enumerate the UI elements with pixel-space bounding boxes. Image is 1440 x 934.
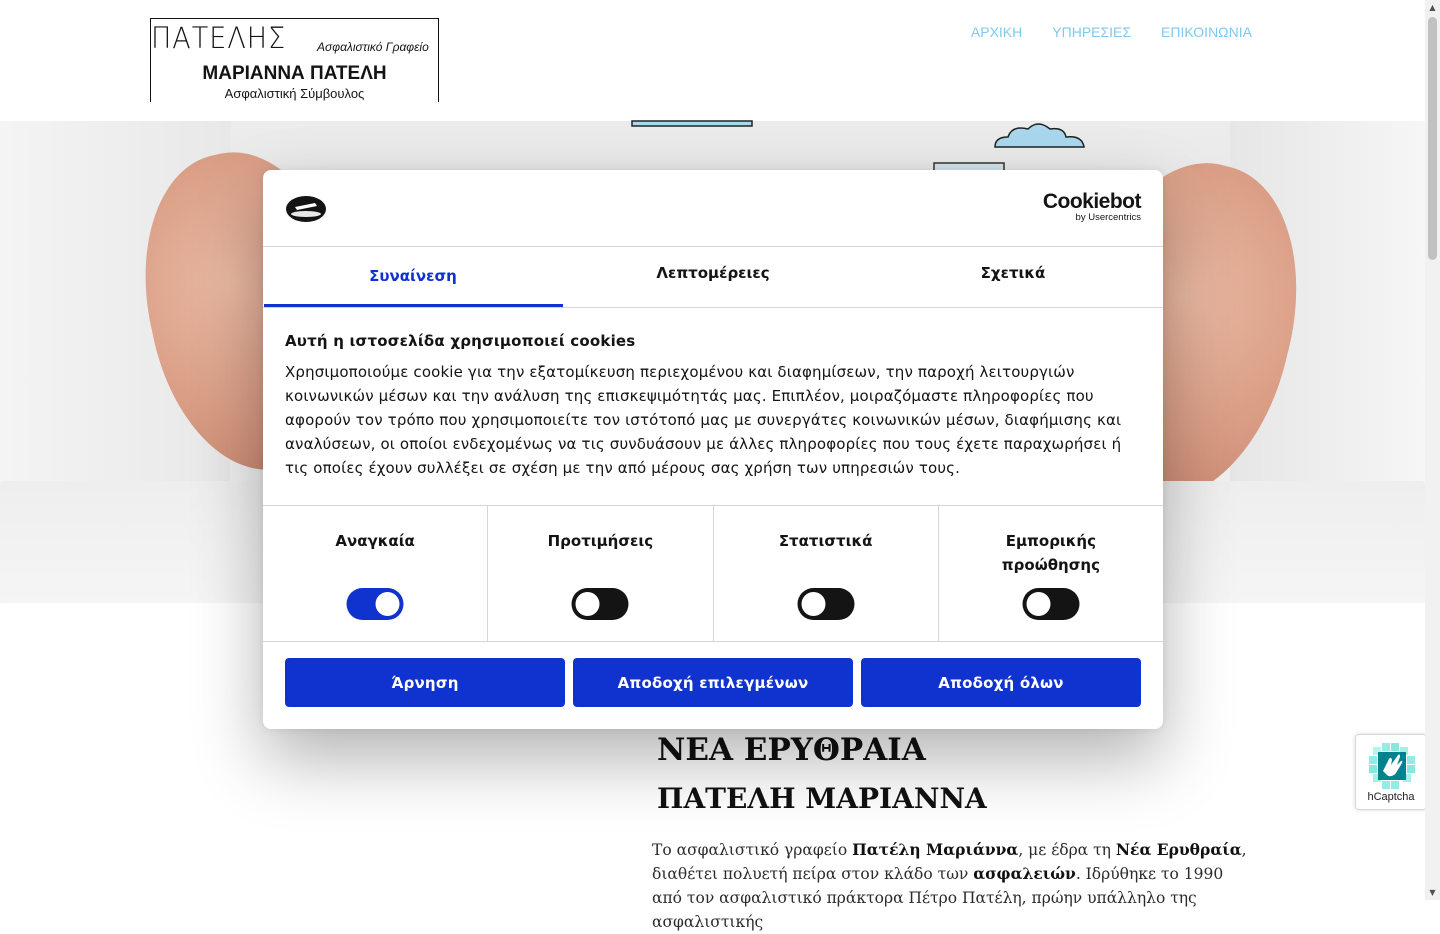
toggle-preferences-switch[interactable] [572, 588, 629, 620]
toggle-marketing-label: Εμπορικής προώθησης [1001, 532, 1100, 574]
intro-text-2: , με έδρα τη [1018, 841, 1116, 859]
toggle-statistics-label: Στατιστικά [778, 532, 873, 550]
switch-knob [376, 592, 400, 616]
deny-button[interactable]: Άρνηση [285, 658, 565, 707]
toggle-necessary-switch[interactable] [347, 588, 404, 620]
intro-text-4: . Ιδρύθηκε το 1990 από τον ασφαλιστικό πράκτορα Πέτρο Πατέλη, πρώην υπάλληλο της ασφαλιστικής [652, 865, 1224, 931]
dialog-body [285, 332, 1141, 480]
intro-bold-name: Πατέλη Μαριάννα [852, 840, 1019, 859]
cookiebot-by: by Usercentrics [1075, 212, 1141, 223]
toggle-marketing-switch[interactable] [1022, 588, 1079, 620]
scroll-up-icon[interactable]: ▲ [1429, 3, 1436, 12]
page-subtitle: ΠΑΤΕΛΗ ΜΑΡΙΑΝΝΑ [657, 782, 987, 815]
dialog-tabs [263, 247, 1163, 308]
tab-about[interactable]: Σχετικά [980, 264, 1046, 282]
nav-home[interactable]: ΑΡΧΙΚΗ [970, 24, 1023, 40]
toggle-necessary-label: Αναγκαία [335, 532, 415, 550]
consent-toggles [263, 505, 1163, 642]
page-scrollbar[interactable] [1425, 0, 1440, 900]
switch-knob [801, 592, 825, 616]
tab-consent[interactable]: Συναίνεση [263, 247, 563, 307]
intro-bold-insurance: ασφαλειών [973, 864, 1076, 883]
toggle-preferences [488, 506, 713, 641]
switch-knob [1026, 592, 1050, 616]
accept-selected-button[interactable]: Αποδοχή επιλεγμένων [573, 658, 853, 707]
intro-text-3: , διαθέτει πολυετή πείρα στον κλάδο των [652, 841, 1247, 883]
tab-details[interactable]: Λεπτομέρειες [656, 264, 770, 282]
site-logo[interactable] [150, 18, 439, 102]
accept-all-button[interactable]: Αποδοχή όλων [861, 658, 1141, 707]
toggle-necessary [263, 506, 488, 641]
intro-text-1: Το ασφαλιστικό γραφείο [652, 841, 853, 859]
hcaptcha-badge[interactable] [1355, 734, 1427, 810]
cookie-consent-dialog [263, 170, 1163, 729]
logo-brand: ΠΑΤΕΛΗΣ [151, 21, 287, 56]
dialog-header [263, 170, 1163, 247]
dialog-description: Χρησιμοποιούμε cookie για την εξατομίκευση περιεχομένου και διαφημίσεων, την παροχή λειτουργιών κοινωνικών μέσων και την ανάλυση της επισκεψιμότητάς μας. Επιπλέον, μοιραζόμαστε πληροφορίες που αφορούν τον τρόπο που χρησιμοποιείτε τον ιστότοπό μας με συνεργάτες κοινωνικών μέσων, διαφήμισης και αναλύσεων, οι οποίοι ενδεχομένως να τις συνδυάσουν με άλλες πληροφορίες που τους έχετε παραχωρήσει ή τις οποίες έχουν συλλέξει σε σχέση με την από μέρους σας χρήση των υπηρεσιών τους. [285, 363, 1122, 477]
cookiebot-logo[interactable] [1043, 192, 1141, 224]
main-nav [971, 24, 1252, 40]
toggle-preferences-label: Προτιμήσεις [547, 532, 654, 550]
logo-role: Ασφαλιστική Σύμβουλος [224, 86, 365, 101]
nav-services[interactable]: ΥΠΗΡΕΣΙΕΣ [1052, 24, 1132, 40]
dialog-heading: Αυτή η ιστοσελίδα χρησιμοποιεί cookies [285, 332, 636, 350]
scrollbar-thumb[interactable] [1428, 17, 1437, 260]
nav-contact[interactable]: ΕΠΙΚΟΙΝΩΝΙΑ [1161, 24, 1252, 40]
intro-paragraph [652, 838, 1252, 934]
intro-bold-location: Νέα Ερυθραία [1115, 840, 1242, 859]
scroll-down-icon[interactable]: ▼ [1429, 888, 1436, 897]
sketch-box-icon [630, 121, 755, 129]
switch-knob [576, 592, 600, 616]
dialog-buttons [285, 658, 1141, 707]
hcaptcha-hand-icon [1367, 741, 1417, 791]
cloud-icon [990, 121, 1090, 151]
toggle-statistics [714, 506, 939, 641]
toggle-statistics-switch[interactable] [797, 588, 854, 620]
logo-name: ΜΑΡΙΑΝΝΑ ΠΑΤΕΛΗ [202, 63, 387, 84]
logo-office-text: Ασφαλιστικό Γραφείο [317, 40, 429, 54]
toggle-marketing [939, 506, 1163, 641]
site-brand-icon [285, 194, 327, 224]
cookiebot-name: Cookiebot [1042, 190, 1141, 213]
page-title: ΝΕΑ ΕΡΥΘΡΑΙΑ [657, 732, 926, 768]
site-header [0, 0, 1425, 121]
hcaptcha-label: hCaptcha [1367, 791, 1415, 803]
